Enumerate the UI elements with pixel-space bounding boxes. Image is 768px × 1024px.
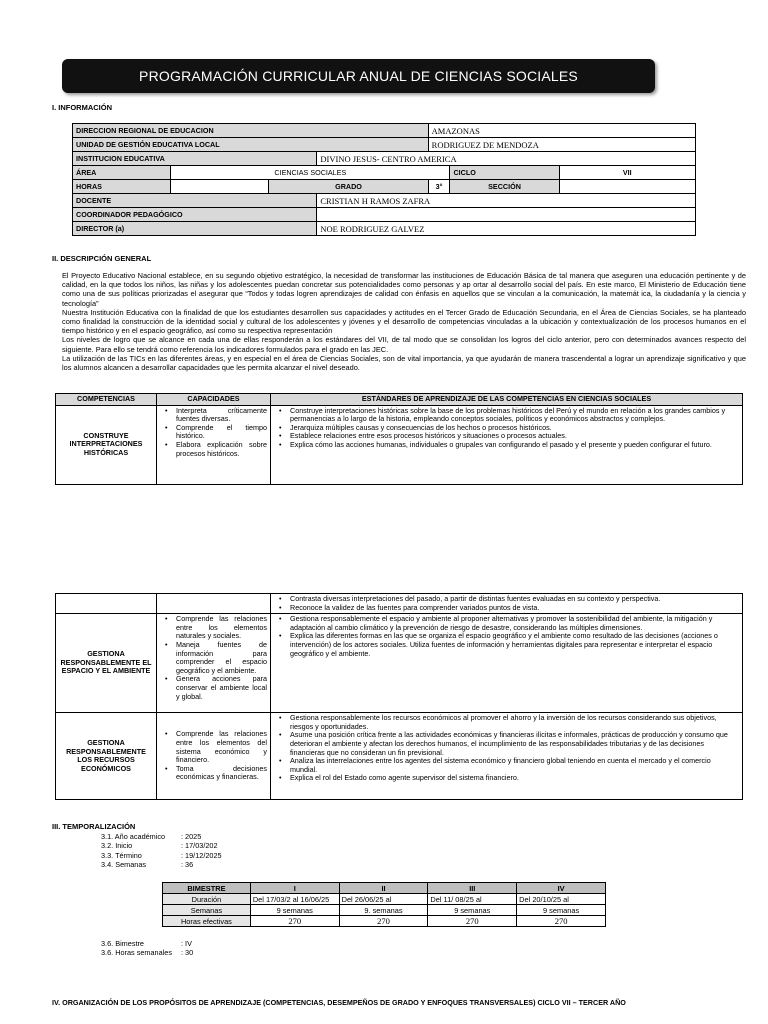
grado-label: GRADO	[269, 180, 428, 194]
bimestre-cell: 9 semanas	[517, 905, 606, 916]
capacidad-item: • Toma decisiones económicas y financieras.	[176, 765, 267, 782]
horas-label: HORAS	[73, 180, 171, 194]
bimestre-cell: Del 20/10/25 al	[517, 894, 606, 905]
temporal-key: 3.6. Bimestre	[101, 939, 144, 948]
capacidad-item: • Maneja fuentes de información para comprender el espacio geográfico y el ambiente.	[176, 641, 267, 675]
temporal-list	[101, 832, 222, 870]
temporal-key: 3.2. Inicio	[101, 841, 133, 851]
competencia-name: GESTIONA RESPONSABLEMENTE LOS RECURSOS ECONÓMICOS	[56, 713, 157, 800]
capacidad-item: • Interpreta críticamente fuentes diversas.	[176, 407, 267, 424]
coordinador-value	[317, 208, 696, 222]
seccion-label: SECCIÓN	[450, 180, 559, 194]
ugel-label: UNIDAD DE GESTIÓN EDUCATIVA LOCAL	[73, 138, 429, 152]
dre-value: AMAZONAS	[428, 124, 695, 138]
bimestre-cell: 9. semanas	[339, 905, 428, 916]
temporal-value: : 30	[181, 948, 194, 958]
docente-value: CRISTIAN H RAMOS ZAFRA	[317, 194, 696, 208]
estandar-item: • Contrasta diversas interpretaciones del pasado, a partir de distintas fuentes evaluadas en su contexto y perspectiva.	[290, 595, 739, 604]
ciclo-value: VII	[559, 166, 695, 180]
capacidad-item: • Genera acciones para conservar el ambiente local y global.	[176, 675, 267, 701]
temporal-value: : 36	[181, 860, 194, 870]
competencia-name: GESTIONA RESPONSABLEMENTE EL ESPACIO Y EL AMBIENTE	[56, 614, 157, 713]
bimestre-cell: 270	[250, 916, 339, 927]
bimestre-cell: 9 semanas	[428, 905, 517, 916]
description-paragraph: La utilización de las TICs en las diferentes áreas, y en especial en el área de Ciencias Sociales, son de vital importancia, ya que ayudarán de manera trascendental a lograr un aprendizaje significativo y que los alumnos alcancen a desarrollar capacidades que les permita alcanzar el nivel deseado.	[62, 353, 746, 373]
temporal-key: 3.1. Año académico	[101, 832, 166, 841]
director-label: DIRECTOR (a)	[73, 222, 317, 236]
col-competencias: COMPETENCIAS	[56, 394, 157, 406]
capacidad-item: • Elabora explicación sobre procesos históricos.	[176, 441, 267, 458]
description-paragraph: Los niveles de logro que se alcance en cada una de ellas responderán a los estándares del VII, de tal modo que se consolidan los logros del ciclo anterior, pero con determinados avances respecto del siguiente. Para ello se tendrá como referencia los indicadores formulados para el grado en las JEC.	[62, 335, 746, 354]
estandar-item: • Gestiona responsablemente los recursos económicos al promover el ahorro y la inversión de los recursos considerando sus objetivos, riesgos y oportunidades.	[290, 714, 739, 731]
temporal-key: 3.4. Semanas	[101, 860, 147, 870]
seccion-value	[559, 180, 695, 194]
section-organizacion: IV. ORGANIZACIÓN DE LOS PROPÓSITOS DE APRENDIZAJE (COMPETENCIAS, DESEMPEÑOS DE GRADO Y ENFOQUES TRANSVERSALES) CICLO VII – TERCER AÑO	[52, 998, 626, 1007]
capacidad-item: • Comprende las relaciones entre los elementos naturales y sociales.	[176, 615, 267, 641]
capacidad-item: • Comprende el tiempo histórico.	[176, 424, 267, 441]
dre-label: DIRECCION REGIONAL DE EDUCACION	[73, 124, 429, 138]
temporal-value: : 17/03/202	[181, 841, 218, 851]
temporal-value: : IV	[181, 939, 192, 948]
docente-label: DOCENTE	[73, 194, 317, 208]
bimestre-cell: 270	[428, 916, 517, 927]
col-estandares: ESTÁNDARES DE APRENDIZAJE DE LAS COMPETENCIAS EN CIENCIAS SOCIALES	[271, 394, 743, 406]
temporal-value: : 19/12/2025	[181, 850, 222, 860]
description-paragraph: El Proyecto Educativo Nacional establece, en su segundo objetivo estratégico, la necesidad de transformar las instituciones de Educación Básica de tal manera que aseguren una educación pertinente y de calidad, en la que todos los niños, las niñas y los adolescentes puedan concretar sus potencialidades como personas y ap ortar al desarrollo social del país. En este marco, El Ministerio de Educación tiene como una de sus políticas priorizadas el asegurar que “Todos y todas logren aprendizajes de calidad con énfasis en aquellos que se vinculan a la comunicación, la matemát ica, la ciudadanía y la ciencia y tecnología”	[62, 271, 746, 308]
bimestre-row-label: Horas efectivas	[163, 916, 251, 927]
area-label: ÁREA	[73, 166, 171, 180]
director-value: NOE RODRIGUEZ GALVEZ	[317, 222, 696, 236]
bimestre-header: IV	[517, 883, 606, 894]
bimestre-row-label: Semanas	[163, 905, 251, 916]
bimestre-table	[162, 882, 606, 927]
bimestre-cell: 270	[339, 916, 428, 927]
competencia-name: CONSTRUYE INTERPRETACIONES HISTÓRICAS	[56, 405, 157, 484]
horas-value	[171, 180, 269, 194]
description-text	[62, 271, 746, 372]
section-temporalizacion: III. TEMPORALIZACIÓN	[52, 822, 136, 831]
competencias-table-continued	[55, 593, 743, 800]
bimestre-header: III	[428, 883, 517, 894]
estandar-item: • Jerarquiza múltiples causas y consecuencias de los hechos o procesos históricos.	[290, 424, 739, 433]
temporal-list-extra	[101, 939, 193, 958]
bimestre-header: I	[250, 883, 339, 894]
estandar-item: • Analiza las interrelaciones entre los agentes del sistema económico y financiero global teniendo en cuenta el mercado y el comercio mundial.	[290, 757, 739, 774]
temporal-value: : 2025	[181, 832, 202, 841]
bimestre-cell: Del 26/06/25 al	[339, 894, 428, 905]
bimestre-cell: 270	[517, 916, 606, 927]
estandar-item: • Reconoce la validez de las fuentes para comprender variados puntos de vista.	[290, 604, 739, 613]
estandar-item: • Asume una posición crítica frente a las actividades económicas y financieras ilícitas e informales, prácticas de producción y consumo que deterioran el ambiente y afectan los derechos humanos, el incumplimiento de las responsabilidades tributarias y de las decisiones financieras que no consideran un fin previsional.	[290, 731, 739, 757]
coordinador-label: COORDINADOR PEDAGÓGICO	[73, 208, 317, 222]
bimestre-cell: Del 17/03/2 al 16/06/25	[250, 894, 339, 905]
area-value: CIENCIAS SOCIALES	[171, 166, 450, 180]
estandar-item: • Construye interpretaciones históricas sobre la base de los problemas históricos del Perú y el mundo en relación a los grandes cambios y permanencias a lo largo de la historia, empleando conceptos sociales, políticos y económicos abstractos y complejos.	[290, 407, 739, 424]
page-title: PROGRAMACIÓN CURRICULAR ANUAL DE CIENCIAS SOCIALES	[62, 59, 655, 93]
temporal-key: 3.6. Horas semanales	[101, 948, 172, 958]
estandar-item: • Explica el rol del Estado como agente supervisor del sistema financiero.	[290, 774, 739, 783]
section-informacion: I. INFORMACIÓN	[52, 103, 112, 112]
bimestre-header: II	[339, 883, 428, 894]
ie-value: DIVINO JESUS- CENTRO AMERICA	[317, 152, 696, 166]
estandar-item: • Explica cómo las acciones humanas, individuales o grupales van configurando el pasado y el presente y pueden configurar el futuro.	[290, 441, 739, 450]
capacidad-item: • Comprende las relaciones entre los elementos del sistema económico y financiero.	[176, 730, 267, 764]
competencias-table	[55, 393, 743, 485]
section-descripcion: II. DESCRIPCIÓN GENERAL	[52, 254, 152, 263]
info-table	[72, 123, 696, 236]
bimestre-row-label: Duración	[163, 894, 251, 905]
ciclo-label: CICLO	[450, 166, 559, 180]
bimestre-header: BIMESTRE	[163, 883, 251, 894]
bimestre-cell: Del 11/ 08/25 al	[428, 894, 517, 905]
ie-label: INSTITUCION EDUCATIVA	[73, 152, 317, 166]
grado-value: 3°	[428, 180, 450, 194]
ugel-value: RODRIGUEZ DE MENDOZA	[428, 138, 695, 152]
col-capacidades: CAPACIDADES	[157, 394, 271, 406]
description-paragraph: Nuestra Institución Educativa con la finalidad de que los estudiantes desarrollen sus capacidades y actitudes en el Tercer Grado de Educación Secundaria, en el Área de Ciencias Sociales, se ha planteado como finalidad la construcción de la identidad social y cultural de los adolescentes y jóvenes y el desarrollo de competencias vinculadas a la ubicación y contextualización de los procesos humanos en el tiempo histórico y en el espacio geográfico, así como su respectiva representación	[62, 307, 746, 336]
bimestre-cell: 9 semanas	[250, 905, 339, 916]
estandar-item: • Establece relaciones entre esos procesos históricos y situaciones o procesos actuales.	[290, 432, 739, 441]
temporal-key: 3.3. Término	[101, 850, 142, 860]
estandar-item: • Gestiona responsablemente el espacio y ambiente al proponer alternativas y promover la sostenibilidad del ambiente, la mitigación y adaptación al cambio climático y la prevención de riesgo de desastre, considerando las múltiples dimensiones.	[290, 615, 739, 632]
estandar-item: • Explica las diferentes formas en las que se organiza el espacio geográfico y el ambiente como resultado de las decisiones (acciones o intervención) de los actores sociales. Utiliza fuentes de información y herramientas digitales para representar e interpretar el espacio geográfico y el ambiente.	[290, 632, 739, 658]
